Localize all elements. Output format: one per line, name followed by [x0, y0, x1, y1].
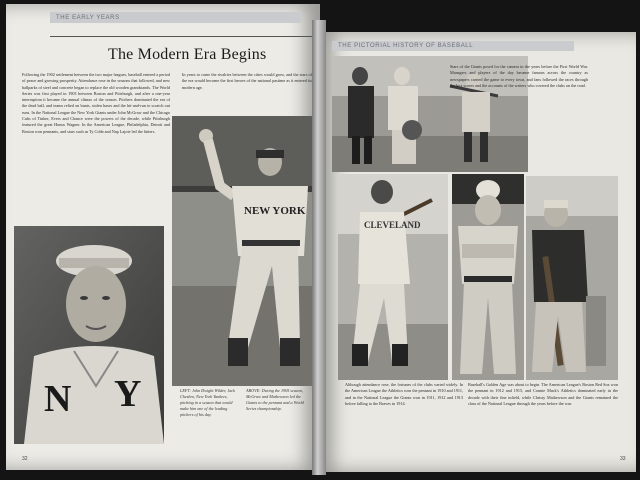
photo-player-arms-crossed: [452, 174, 524, 380]
photo-player-with-bat: [526, 176, 618, 380]
running-head-left: THE EARLY YEARS: [50, 12, 302, 23]
svg-text:Y: Y: [114, 373, 142, 415]
body-text-right-col2: Baseball's Golden Age was about to begin. The American League's Boston Red Sox won the pennant in 1912 and 1915, and Connie Mack's Athletics dominated early in the decade with their fine infield, while Christy Mathewson and the Giants remained the class of the National League through the years before the war.: [468, 382, 618, 406]
page-number-right: 33: [620, 456, 626, 462]
photo-cleveland-batter: [338, 174, 448, 380]
body-text-right-top: Stars of the Giants posed for the camera in the years before the First World War. Managers and players of the day became famous across the country as newspapers carried the game to every town, and fans followed the races through the box scores and the accounts of the writers who covered the clubs on the road.: [450, 64, 588, 88]
book-spine: [312, 20, 326, 475]
svg-text:N: N: [44, 378, 72, 420]
svg-text:NEW YORK: NEW YORK: [244, 205, 306, 217]
title-rule: [50, 36, 312, 37]
photo-ny-pitcher: [172, 116, 312, 386]
running-head-right: THE PICTORIAL HISTORY OF BASEBALL: [332, 41, 574, 51]
svg-text:CLEVELAND: CLEVELAND: [364, 220, 421, 230]
body-text-left-col2: In years to come the rivalries between the cities would grow, and the stars of the era would become the first heroes of the national pastime as it entered its modern age.: [182, 72, 312, 90]
page-title: The Modern Era Begins: [108, 46, 267, 63]
caption-left-2: ABOVE: During the 1905 season, McGraw and Mathewson led the Giants to the pennant and a World Series championship.: [246, 388, 304, 411]
page-number-left: 32: [22, 456, 28, 462]
caption-left-1: LEFT: John Dwight Wilder, Jack Chesbro, New York Yankees, pitching in a season that would make him one of the leading pitchers of his day.: [180, 388, 236, 417]
body-text-left-col1: Following the 1902 settlement between the two major leagues, baseball entered a period of peace and growing prosperity. Attendance rose in the seasons that followed, and new ballparks of steel and concrete began to replace the old wooden grandstands. The World Series was first played in 1903 between Boston and Pittsburgh, and after a one-year interruption it became the annual climax of the season. Pitchers dominated the era of the dead ball, and teams relied on bunts, stolen bases and the hit-and-run to scratch out runs. In the National League the New York Giants under John McGraw and the Chicago Cubs of Tinker, Evers and Chance were the powers of the decade, while Pittsburgh featured the great Honus Wagner. In the American League, Philadelphia, Detroit and Boston won pennants, and stars such as Ty Cobb and Nap Lajoie led the hitters.: [22, 72, 170, 134]
portrait-photo-ny-player: [14, 226, 164, 444]
body-text-right-col1: Although attendance rose, the fortunes of the clubs varied widely. In the American League the Athletics won the pennant in 1910 and 1911, and in the National League the Giants won in 1911, 1912 and 1913 before falling to the Braves in 1914.: [345, 382, 463, 406]
